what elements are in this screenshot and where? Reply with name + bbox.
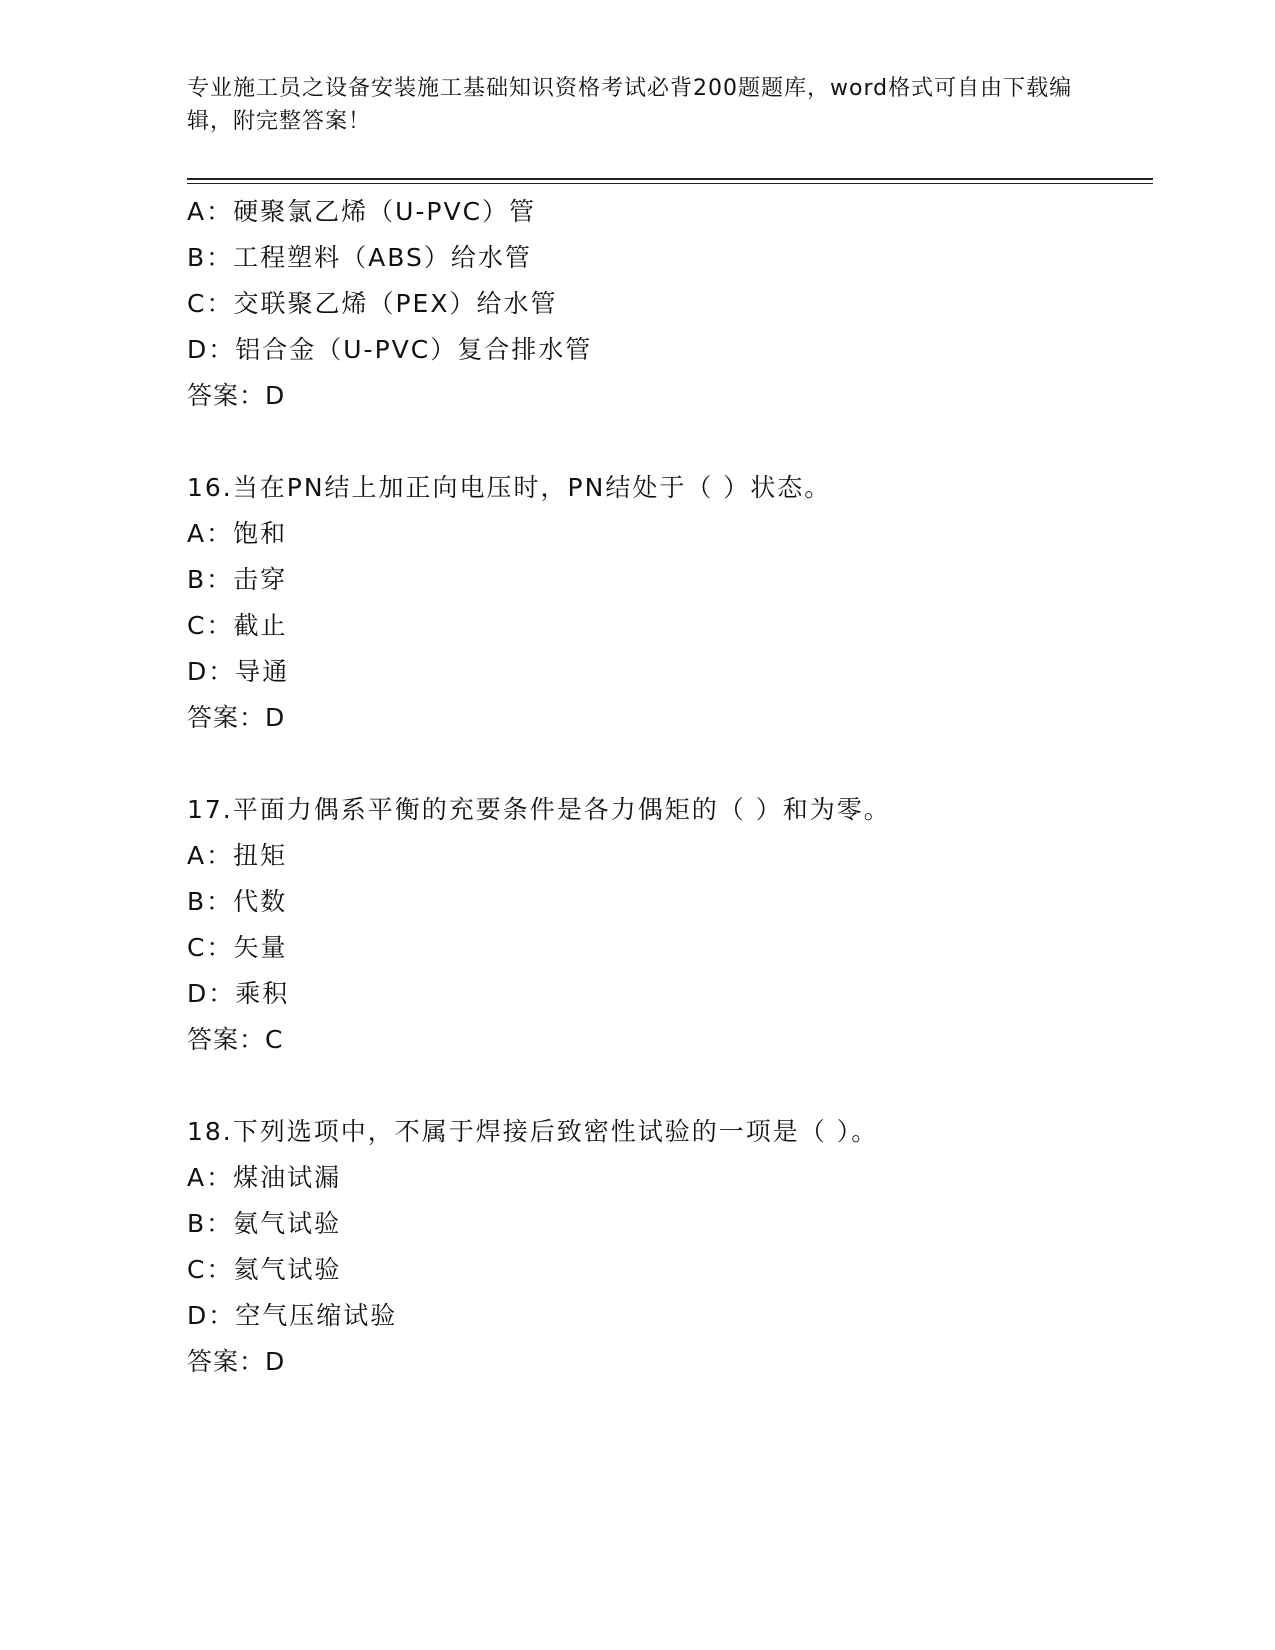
option-c: C：截止 — [187, 611, 288, 640]
option-b: B：击穿 — [187, 565, 288, 594]
option-a: A：硬聚氯乙烯（U-PVC）管 — [187, 197, 537, 226]
question-18 — [187, 1109, 1153, 1385]
option-c: C：矢量 — [187, 933, 288, 962]
option-a: A：扭矩 — [187, 841, 288, 870]
option-a: A：煤油试漏 — [187, 1163, 342, 1192]
option-b: B：代数 — [187, 887, 288, 916]
option-c: C：交联聚乙烯（PEX）给水管 — [187, 289, 558, 318]
question-text: 17.平面力偶系平衡的充要条件是各力偶矩的（ ）和为零。 — [187, 795, 891, 824]
question-17 — [187, 787, 1153, 1063]
answer-line: 答案：D — [187, 1347, 286, 1376]
question-16 — [187, 465, 1153, 741]
option-d: D：乘积 — [187, 979, 290, 1008]
option-b: B：工程塑料（ABS）给水管 — [187, 243, 532, 272]
option-d: D：导通 — [187, 657, 290, 686]
option-c: C：氦气试验 — [187, 1255, 342, 1284]
question-text: 16.当在PN结上加正向电压时，PN结处于（ ）状态。 — [187, 473, 832, 502]
option-a: A：饱和 — [187, 519, 288, 548]
option-b: B：氨气试验 — [187, 1209, 342, 1238]
answer-line: 答案：C — [187, 1025, 284, 1054]
header-divider-thin — [187, 183, 1153, 184]
document-header: 专业施工员之设备安装施工基础知识资格考试必背200题题库，word格式可自由下载编辑，附完整答案！ — [187, 76, 1073, 134]
question-list — [187, 189, 1153, 1385]
option-d: D：空气压缩试验 — [187, 1301, 398, 1330]
header-divider-thick — [187, 178, 1153, 180]
question-text: 18.下列选项中，不属于焊接后致密性试验的一项是（ ）。 — [187, 1117, 879, 1146]
option-d: D：铝合金（U-PVC）复合排水管 — [187, 335, 593, 364]
question-15 — [187, 189, 1153, 419]
answer-line: 答案：D — [187, 703, 286, 732]
answer-line: 答案：D — [187, 381, 286, 410]
